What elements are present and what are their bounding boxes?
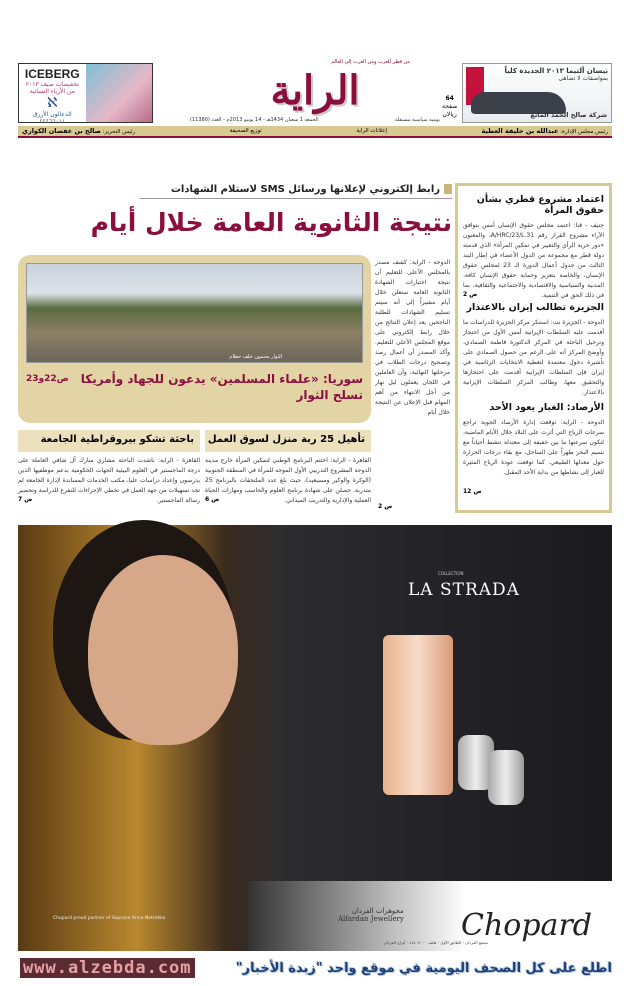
- ad-photo: [86, 64, 153, 122]
- jeweller-ar: مجوهرات الفردان: [351, 907, 404, 915]
- watch-image: [383, 635, 453, 795]
- masthead-info-row: [190, 116, 440, 124]
- jeweller: [338, 907, 404, 923]
- ad-dealer: شركة صالح الحمد المانع: [530, 111, 607, 119]
- collection-label: COLLECTION: [438, 571, 464, 576]
- syria-headline[interactable]: [26, 371, 363, 403]
- jeweller-en: Alfardan Jewellery: [338, 915, 404, 923]
- story[interactable]: [205, 430, 371, 510]
- ad-store: الدعالون الأزرق: [32, 111, 72, 118]
- jeweller-address: مجمع الفردان - الطابق الأول - هاتف ٤٤٤٠٨٠٠٠ - أبراج الفردان: [383, 940, 488, 945]
- ads-info: إعلانات الراية: [356, 128, 387, 134]
- syria-photo-box[interactable]: [18, 255, 371, 423]
- site-footer: [20, 955, 612, 981]
- price-box: [442, 95, 457, 119]
- tagline: من قطر للعرب ومن العرب إلى العالم: [331, 59, 410, 65]
- lead-kicker[interactable]: رابط إلكتروني لإعلانها ورسائل SMS لاستلام الشهادات: [140, 184, 452, 199]
- page-ref: ص 12: [463, 488, 482, 495]
- sidebar-headline: الأرصاد: الغبار يعود الأحد: [489, 402, 604, 413]
- masthead-logo[interactable]: [190, 58, 440, 124]
- lead-headline[interactable]: نتيجة الثانوية العامة خلال أيام: [90, 208, 452, 237]
- ad-phone: ٤٤٤٦٦٠١١: [39, 118, 66, 125]
- syria-title: سوريا: «علماء المسلمين» يدعون للجهاد وأمريكا تسلح الثوار: [80, 372, 363, 402]
- sidebar-text: الدوحة - الراية: توقعت إدارة الأرصاد الجوية تراجع سرعات الرياح التي أثرت على البلاد خلال الأيام الماضية، لتكون سرعتها ما بين خفيفة إلى معتدلة تنشط أحياناً مع نسيم البحر ظهراً على الساحل، مع بقاء درجات الحرارة حول معدلها الطبيعي. كما توقعت عودة الرياح المثيرة للغبار إلى نشاطها من بداية الأحد المقبل.: [463, 419, 604, 476]
- story[interactable]: [18, 430, 200, 510]
- chairman-label: رئيس مجلس الإدارة:: [560, 129, 608, 135]
- sidebar-text: الدوحة - الجزيرة نت: استنكر مركز الجزيرة للدراسات ما أقدمت عليه السلطات الإيرانية أمس الأول من احتجاز وترحيل الباحثة في المركز الدكتورة فاطمة الصمادي، وأوضح المركز أنه على الرغم من حصول الصمادي على تأشيرة دخول معتمدة لتغطية الانتخابات الرئاسية في إيران فإن السلطات الإيرانية أقدمت على احتجازها والتحقيق معها، وطالب المركز السلطات الإيرانية بالاعتذار.: [463, 319, 604, 396]
- story-text: القاهرة - الراية: ناشدت الباحثة مشاري مبارك آل شافي العاملة على درجة الماجستير في العلوم البيئية الجهات الحكومية بدعم موظفيها الذين يدرسون وإعداد دراسات عليا، مكتب الخدمات المساندة لإدارة الجامعة لم تجد تسهيلات من جهة العمل في تخطي الإجراءات للتفرغ للدراسة وتحضير رسالة الماجستير.: [18, 457, 200, 504]
- ad-line: تخفيضات صيف ٢٠١٣: [25, 81, 79, 88]
- page-ref: ص 2: [378, 503, 393, 510]
- chopard-logo: Chopard: [461, 908, 592, 943]
- ad-line: بمواصفات لا تضاهى: [558, 75, 608, 82]
- news-sidebar: [455, 183, 612, 513]
- page-count: 64: [445, 95, 454, 102]
- ad-line: من الأزياء النسائية: [29, 88, 75, 95]
- story-headline: باحثة تشكو بيروقراطية الجامعة: [18, 430, 200, 452]
- lead-text: الدوحة - الراية: كشف مصدر بالمجلس الأعلى للتعليم أن نتيجة اختبارات الشهادة الثانوية العامة ستعلن خلال أيام مشيراً إلى أنه سيتم تسليم الشهادات للطلبة الناجحين بعد إعلان النتائج من خلال رابط إلكتروني على موقع المجلس الأعلى للتعليم. وأكد المصدر أن أعمال رصد وتصحيح درجات الطلاب في مرحلتها النهائية، وأن العاملين في اللجان يعملون ليل نهار من أجل الانتهاء من أهم المهام قبل الإعلان عن النتيجة خلال أيام: [375, 259, 450, 416]
- ad-brand: ICEBERG: [24, 67, 80, 81]
- editor-label: رئيس التحرير:: [102, 129, 136, 135]
- story-text: القاهرة - الراية: اختتم البرنامج الوطني لتمكين المرأة خارج مدينة الدوحة المشروع التدريبي الأول الموجه للمرأة في المنطقة الجنوبية (الوكرة والوكير ومسيعيد)، حيث بلغ عدد الملتحقات بالبرنامج 25 متدربة. حصلن على شهادة برنامج العلوم والحاسب ومهارات الحياة العملية والإدارية والتدريب الميداني.: [205, 457, 371, 504]
- delivery-info: توزيع الصحيفة: [229, 128, 262, 134]
- paper-name: الراية: [270, 67, 360, 114]
- partner-note: Chopard proud partner of Soprano Anna Netrebko: [53, 916, 166, 921]
- page-ref: ص 7: [18, 496, 33, 503]
- date-line: الجمعة 1 شعبان 1434هـ - 14 يونيو 2013م - العدد (11380): [190, 117, 319, 123]
- subtitle: يومية سياسية مستقلة: [394, 117, 440, 123]
- ring-image: [488, 750, 524, 805]
- site-url-link[interactable]: www.alzebda.com: [20, 958, 195, 978]
- page-ref: ص 2: [463, 291, 478, 298]
- info-bar: [18, 126, 612, 138]
- model-image: [88, 555, 238, 745]
- lead-body: [375, 258, 450, 498]
- lead-photo: [26, 263, 363, 363]
- sidebar-story[interactable]: [463, 402, 604, 495]
- nissan-ad[interactable]: [462, 63, 612, 123]
- sidebar-headline: اعتماد مشروع قطري بشأن حقوق المرأة: [476, 194, 604, 216]
- photo-caption: الثوار يحتمون خلف حطام: [229, 354, 282, 360]
- editor: صالح بن عفصان الكواري: [22, 127, 101, 135]
- pages-label: صفحة: [442, 103, 458, 110]
- store-logo-icon: ℵ: [47, 95, 58, 111]
- page-ref: ص 6: [205, 496, 220, 503]
- chairman: عبدالله بن خليفة العطية: [481, 127, 559, 135]
- sidebar-story[interactable]: [463, 302, 604, 398]
- story-headline: تأهيل 25 ربة منزل لسوق العمل: [205, 430, 371, 452]
- sidebar-headline: الجزيرة تطالب إيران بالاعتذار: [466, 302, 604, 313]
- collection-title: LA STRADA: [408, 580, 520, 600]
- chopard-ad[interactable]: [18, 525, 612, 951]
- iceberg-ad[interactable]: [18, 63, 153, 123]
- page-ref: ص22و23: [26, 374, 69, 384]
- price: ريالان: [442, 111, 457, 118]
- sidebar-story[interactable]: [463, 194, 604, 298]
- promo-text: اطلع على كل الصحف اليومية في موقع واحد "زبدة الأخبار": [235, 960, 612, 976]
- ad-headline: نيسان ألتيما ٢٠١٣ الجديدة كلياً: [504, 67, 608, 75]
- sidebar-text: جنيف - قنا: اعتمد مجلس حقوق الإنسان أمس بتوافق الآراء مشروع القرار رقم A/HRC/23/L.31، والمعنون «دور حرية الرأي والتعبير في تمكين المرأة» الذي قدمته دولة قطر مع مجموعة من الدول الأعضاء في إطار البند الثالث من جدول أعمال الدورة الـ 23 لمجلس حقوق الإنسان، والخاصة بتعزيز وحماية حقوق الإنسان كافة، المدنية والسياسية والاقتصادية والاجتماعية والثقافية، بما في ذلك الحق في التنمية.: [463, 222, 605, 299]
